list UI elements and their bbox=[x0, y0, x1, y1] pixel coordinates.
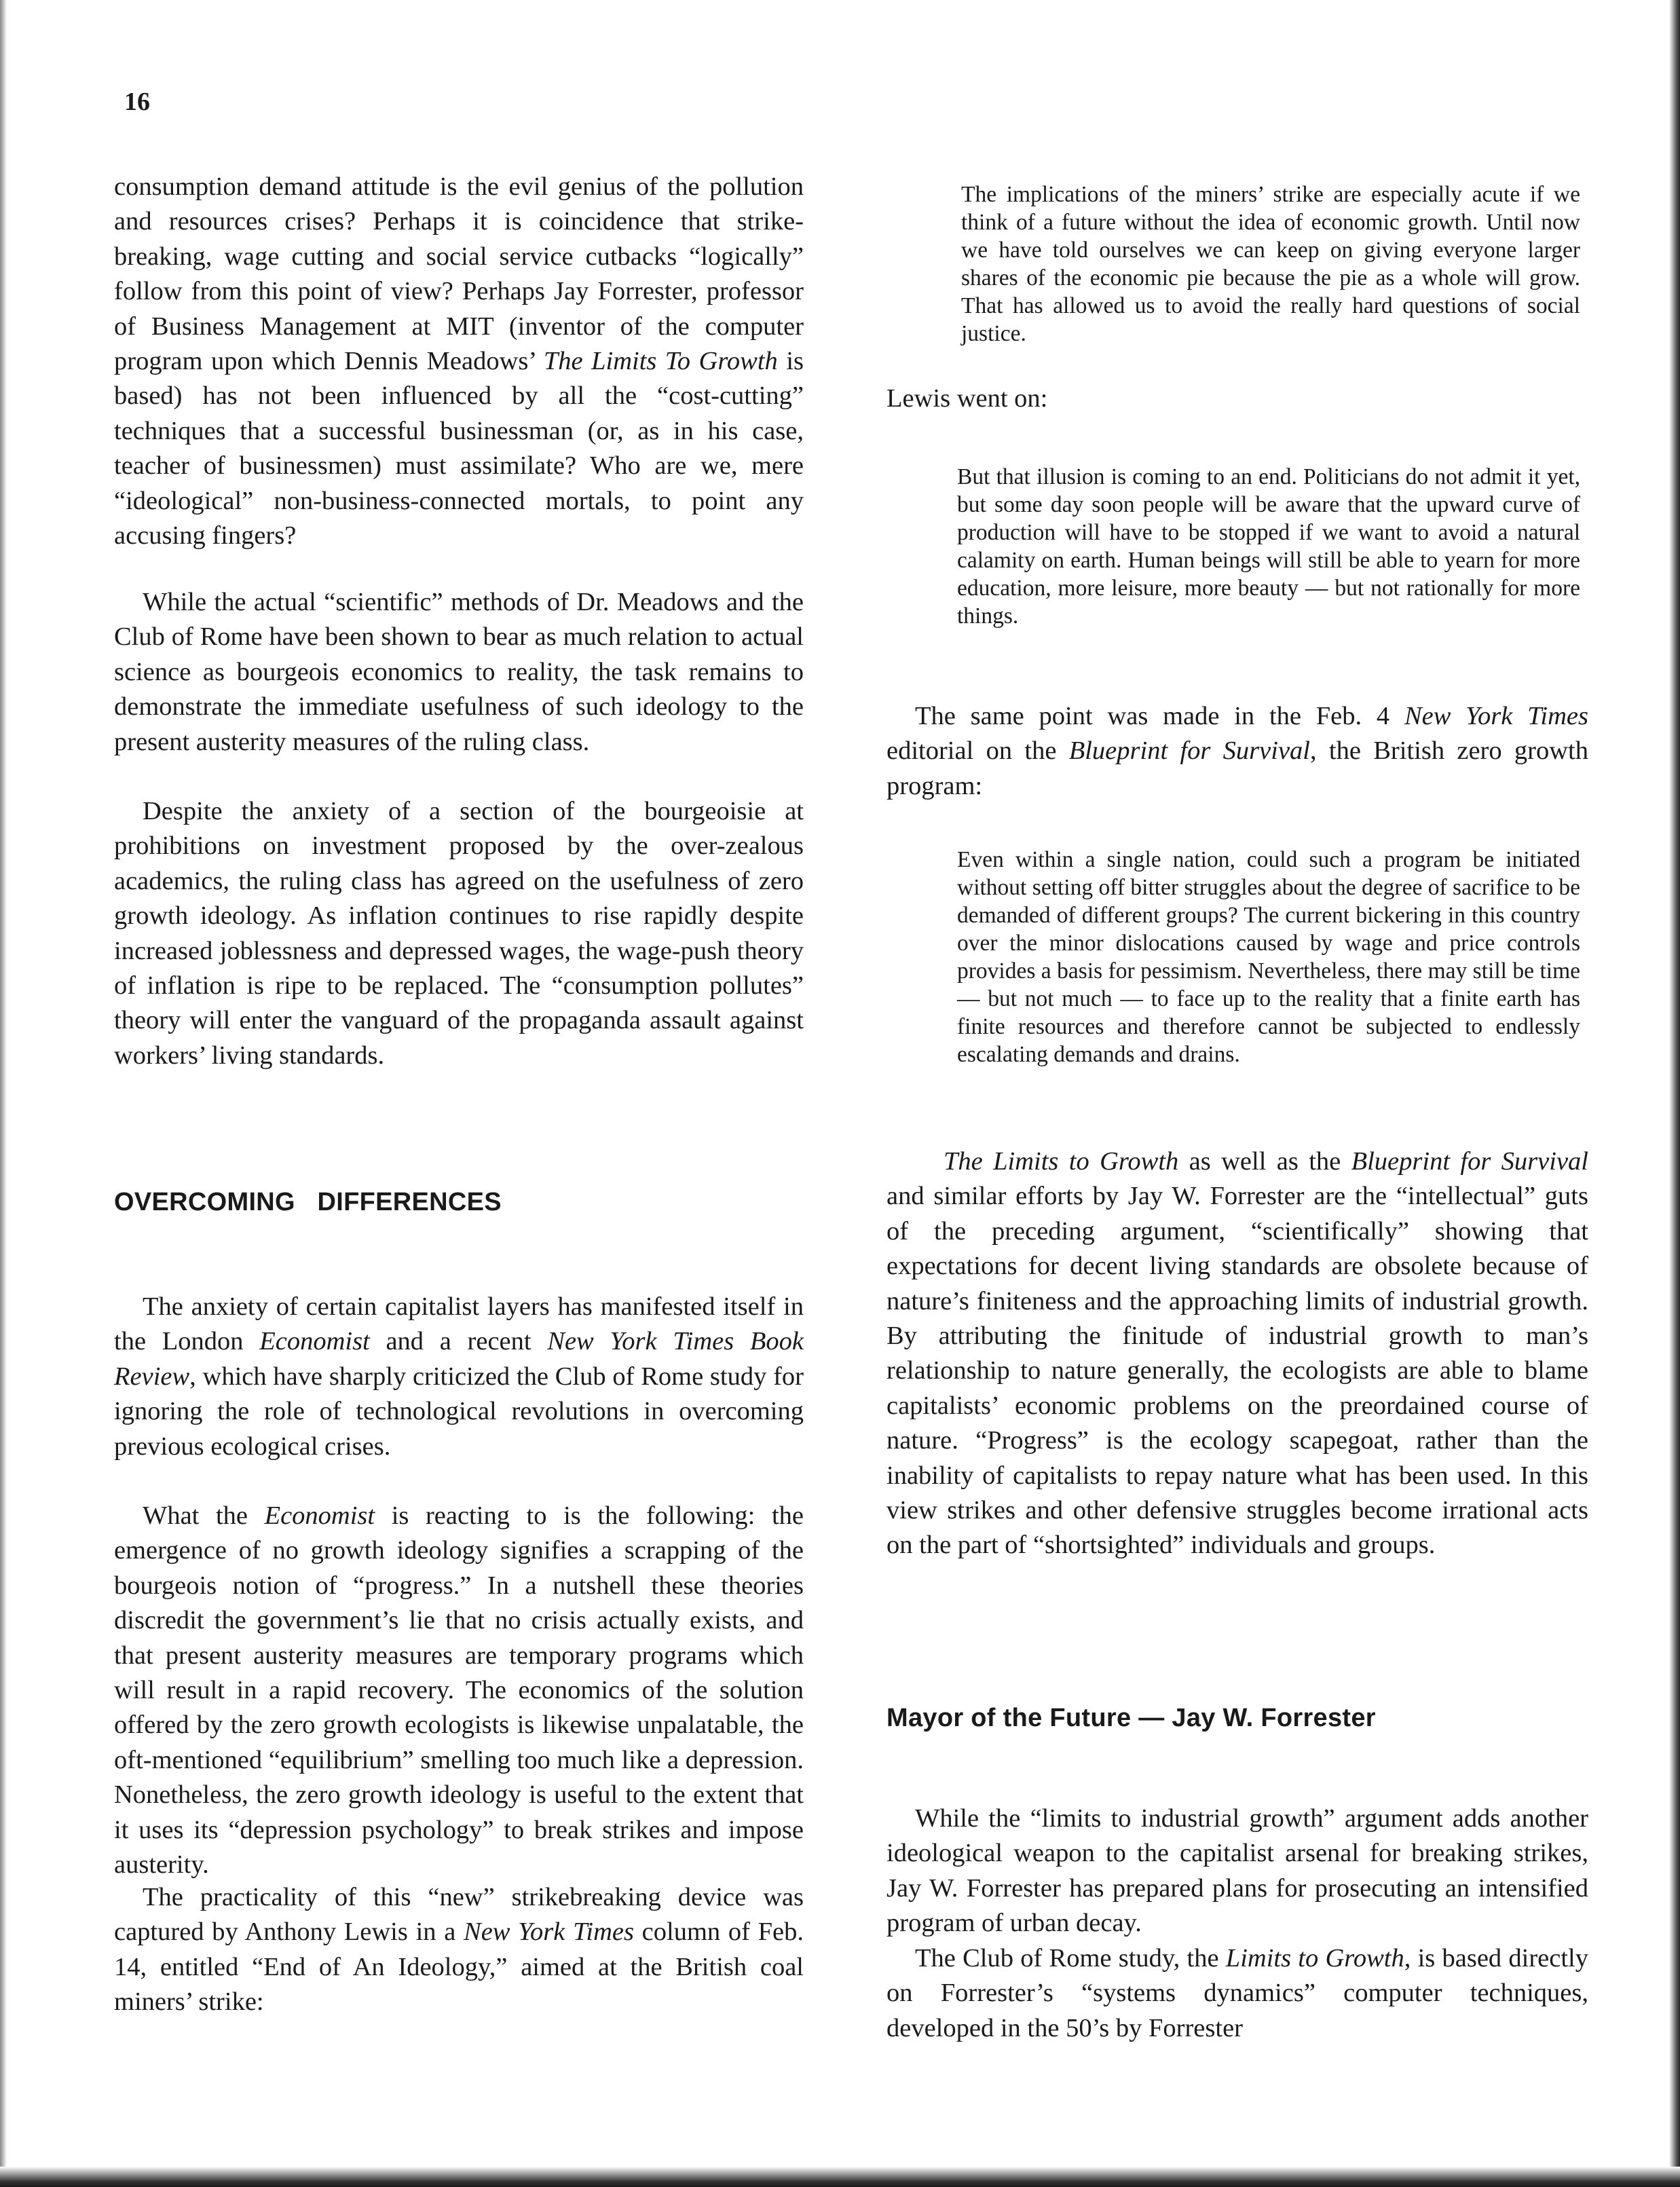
text-span: is based) has not been influenced by all the “cost-cutting” techniques that a successful businessman (or, as in his case, teacher of businessmen) must assimilate? Who are we, mere “ideological” non-business-connected mortals, to point any accusing fingers? bbox=[114, 347, 804, 550]
text-span: The practicality of this “new” strikebreaking device was captured by Anthony Lewis in a bbox=[114, 1883, 804, 1947]
text-span: , which have sharply criticized the Club of Rome study for ignoring the role of technological revolutions in overcoming previous ecological crises. bbox=[114, 1362, 804, 1461]
text-span: , is based directly on Forrester’s “systems dynamics” computer techniques, developed in the 50’s by Forrester bbox=[886, 1944, 1588, 2042]
publication-title: Economist bbox=[259, 1327, 370, 1356]
book-title: The Limits To Growth bbox=[543, 347, 778, 376]
paragraph-text: Despite the anxiety of a section of the bourgeoisie at prohibitions on investment proposed by the over-zealous academics, the ruling class has agreed on the usefulness of zero growth ideology. As inflation continues to rise rapidly despite increased joblessness and depressed wages, the wage-push theory of inflation is ripe to be replaced. The “consumption pollutes” theory will enter the vanguard of the propaganda assault against workers’ living standards. bbox=[114, 797, 804, 1070]
scan-edge-left bbox=[0, 0, 7, 2187]
left-paragraph-4 bbox=[114, 1290, 804, 1464]
block-quote-1 bbox=[961, 181, 1580, 348]
paragraph-text: Lewis went on: bbox=[886, 384, 1048, 413]
block-quote-3 bbox=[957, 846, 1580, 1068]
text-span: The same point was made in the Feb. 4 bbox=[915, 702, 1404, 730]
right-paragraph-9 bbox=[886, 1801, 1588, 1941]
right-paragraph-7 bbox=[886, 699, 1588, 804]
right-paragraph-10 bbox=[886, 1941, 1588, 2046]
text-span: and a recent bbox=[369, 1327, 548, 1356]
paragraph-text: While the “limits to industrial growth” argument adds another ideological weapon to the capitalist arsenal for breaking strikes, Jay W. Forrester has prepared plans for prosecuting an intensified program of urban decay. bbox=[886, 1804, 1588, 1938]
text-span: The anxiety of certain capitalist layers has manifested itself in the London bbox=[114, 1292, 804, 1356]
text-span: as well as the bbox=[1178, 1147, 1351, 1176]
publication-title: Economist bbox=[264, 1501, 375, 1530]
text-span: What the bbox=[143, 1501, 265, 1530]
scan-edge-right bbox=[1669, 0, 1680, 2187]
text-span: The Club of Rome study, the bbox=[915, 1944, 1226, 1973]
book-title: The Limits to Growth bbox=[944, 1147, 1179, 1176]
publication-title: Blueprint for Survival bbox=[1068, 736, 1310, 766]
left-paragraph-6 bbox=[114, 1880, 804, 2020]
block-quote-2 bbox=[957, 463, 1580, 630]
right-paragraph-8 bbox=[886, 1144, 1588, 1563]
page-number: 16 bbox=[124, 88, 150, 116]
text-span: is reacting to is the following: the emergence of no growth ideology signifies a scrapping of the bourgeois notion of “progress.” In a nutshell these theories discredit the government’s lie that no crisis actually exists, and that present austerity measures are temporary programs which will result in a rapid recovery. The economics of the solution offered by the zero growth ecologists is likewise unpalatable, the oft-mentioned “equilibrium” smelling too much like a depression. Nonetheless, the zero growth ideology is useful to the extent that it uses its “depression psychology” to break strikes and impose austerity. bbox=[114, 1501, 804, 1880]
section-heading-mayor bbox=[886, 1704, 1588, 1733]
left-paragraph-1 bbox=[114, 170, 804, 553]
left-paragraph-5 bbox=[114, 1499, 804, 1882]
section-heading-overcoming bbox=[114, 1188, 804, 1217]
text-span: , the British zero growth program: bbox=[886, 736, 1588, 800]
paragraph-text: While the actual “scientific” methods of Dr. Meadows and the Club of Rome have been shown to bear as much relation to actual science as bourgeois economics to reality, the task remains to demonstrate the immediate usefulness of such ideology to the present austerity measures of the ruling class. bbox=[114, 588, 804, 756]
quote-text: But that illusion is coming to an end. Politicians do not admit it yet, but some day soon people will be aware that the upward curve of production will have to be stopped if we want to avoid a natural calamity on earth. Human beings will still be able to yearn for more education, more leisure, more beauty — but not rationally for more things. bbox=[957, 464, 1580, 629]
text-span: and similar efforts by Jay W. Forrester are the “intellectual” guts of the preceding argument, “scientifically” showing that expectations for decent living standards are obsolete because of nature’s finiteness and the approaching limits of industrial growth. By attributing the finitude of industrial growth to man’s relationship to nature generally, the ecologists are able to blame capitalists’ economic problems on the preordained course of nature. “Progress” is the ecology scapegoat, rather than the inability of capitalists to repay nature what has been used. In this view strikes and other defensive struggles become irrational acts on the part of “shortsighted” individuals and groups. bbox=[886, 1182, 1588, 1560]
book-title: Limits to Growth bbox=[1225, 1944, 1404, 1973]
heading-text: Mayor of the Future — Jay W. Forrester bbox=[886, 1704, 1376, 1732]
quote-text: Even within a single nation, could such a program be initiated without setting off bitter struggles about the degree of sacrifice to be demanded of different groups? The current bickering in this country over the minor dislocations caused by wage and price controls provides a basis for pessimism. Nevertheless, there may still be time — but not much — to face up to the reality that a finite earth has finite resources and therefore cannot be subjected to endlessly escalating demands and drains. bbox=[957, 847, 1580, 1067]
text-span: column of Feb. 14, entitled “End of An Ideology,” aimed at the British coal miners’ strike: bbox=[114, 1918, 804, 2017]
text-span: editorial on the bbox=[886, 736, 1069, 766]
quote-text: The implications of the miners’ strike are especially acute if we think of a future without the idea of economic growth. Until now we have told ourselves we can keep on giving everyone larger shares of the economic pie because the pie as a whole will grow. That has allowed us to avoid the really hard questions of social justice. bbox=[961, 182, 1580, 346]
left-paragraph-2 bbox=[114, 585, 804, 760]
left-paragraph-3 bbox=[114, 794, 804, 1073]
scan-edge-bottom bbox=[0, 2167, 1680, 2187]
publication-title: New York Times Book Review bbox=[114, 1327, 804, 1391]
heading-text: OVERCOMING DIFFERENCES bbox=[114, 1188, 502, 1216]
text-span: consumption demand attitude is the evil genius of the pollution and resources crises? Perhaps it is coincidence that strike-breaking, wage cutting and social service cutbacks “logically” follow from this point of view? Perhaps Jay Forrester, professor of Business Management at MIT (inventor of the computer program upon which Dennis Meadows’ bbox=[114, 172, 804, 376]
book-title: Blueprint for Survival bbox=[1351, 1147, 1588, 1176]
publication-title: New York Times bbox=[464, 1918, 634, 1947]
publication-title: New York Times bbox=[1404, 702, 1588, 730]
lewis-went-on bbox=[886, 381, 1588, 416]
